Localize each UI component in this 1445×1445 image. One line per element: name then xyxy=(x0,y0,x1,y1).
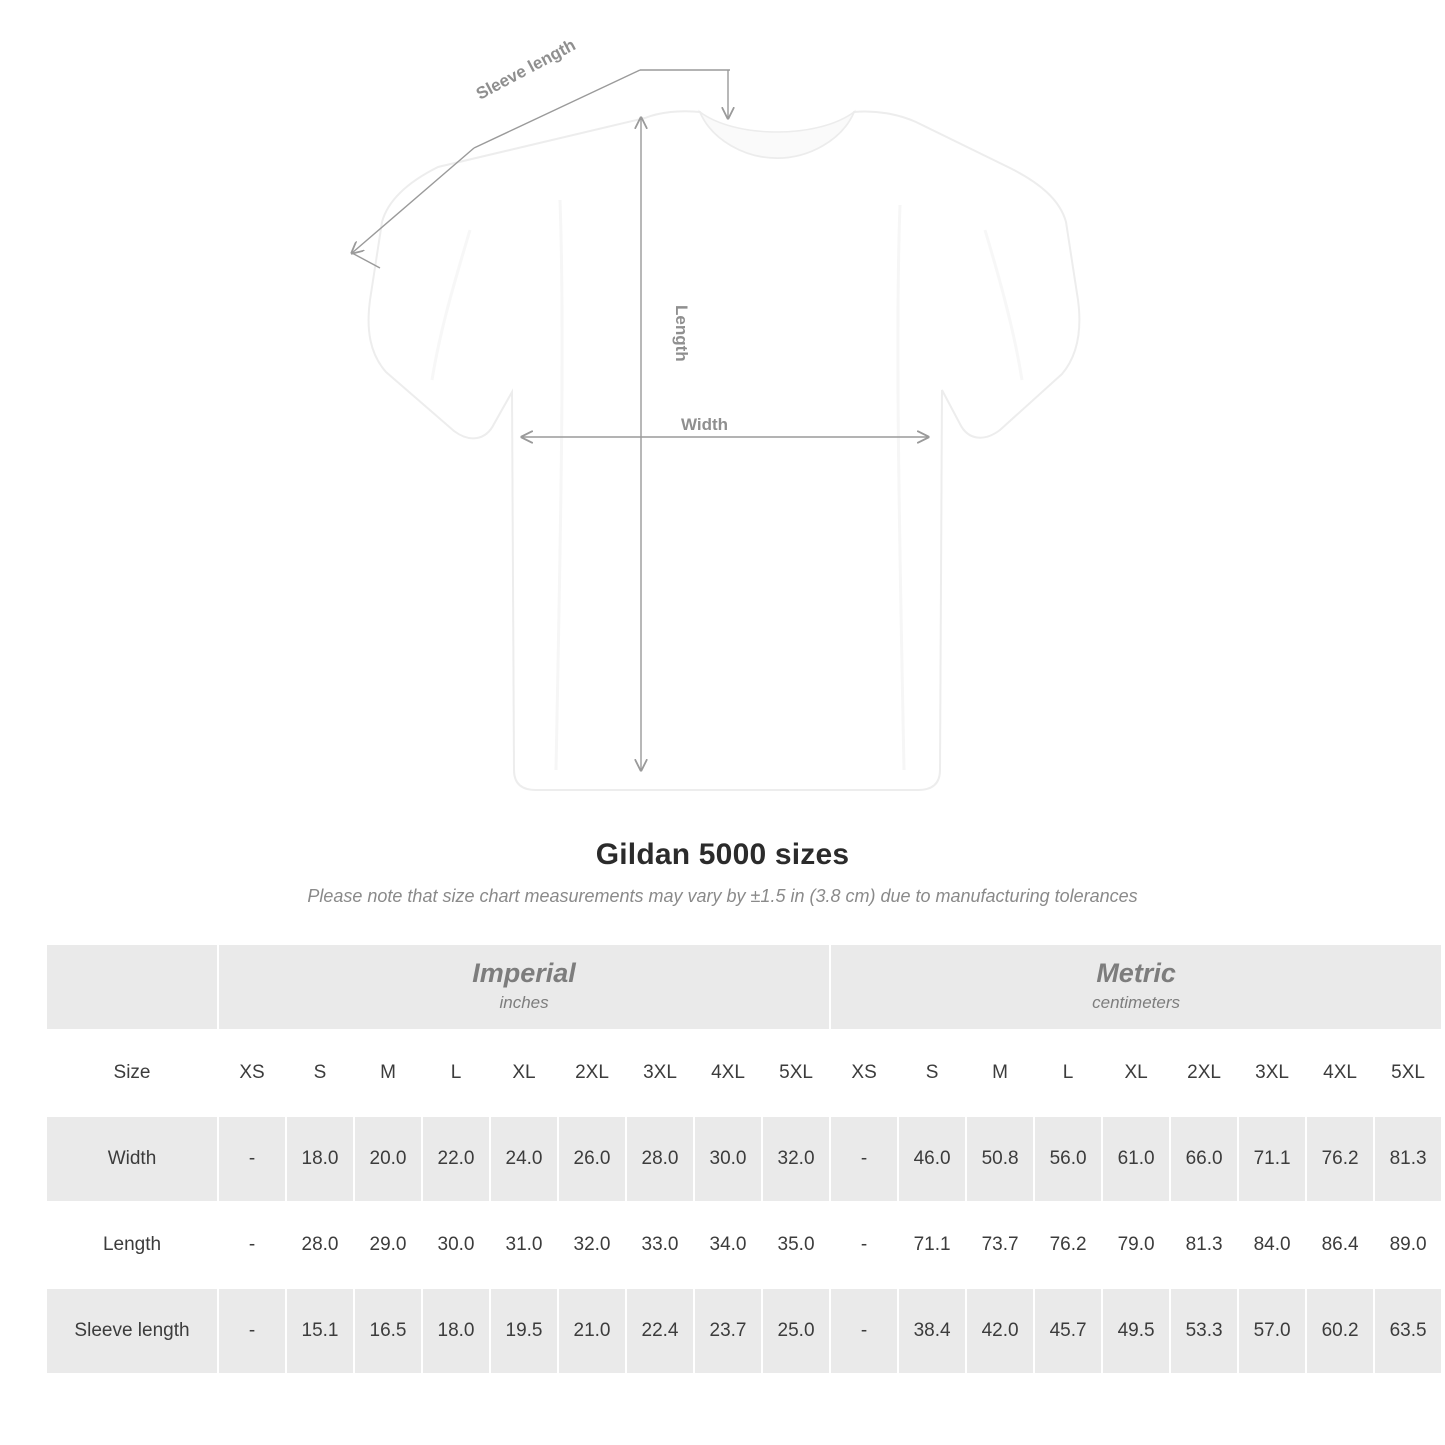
size-header-metric-s: S xyxy=(899,1031,965,1115)
cell-width-imperial-s: 18.0 xyxy=(287,1117,353,1201)
cell-length-metric-xl: 79.0 xyxy=(1103,1203,1169,1287)
cell-length-metric-l: 76.2 xyxy=(1035,1203,1101,1287)
cell-width-imperial-xl: 24.0 xyxy=(491,1117,557,1201)
cell-length-imperial-l: 30.0 xyxy=(423,1203,489,1287)
cell-length-imperial-xs: - xyxy=(219,1203,285,1287)
row-label-length: Length xyxy=(47,1203,217,1287)
cell-width-imperial-3xl: 28.0 xyxy=(627,1117,693,1201)
cell-width-imperial-l: 22.0 xyxy=(423,1117,489,1201)
cell-sleeve-metric-m: 42.0 xyxy=(967,1289,1033,1373)
size-header-metric-5xl: 5XL xyxy=(1375,1031,1441,1115)
sleeve-length-label: Sleeve length xyxy=(472,35,579,104)
cell-width-imperial-xs: - xyxy=(219,1117,285,1201)
size-header-label: Size xyxy=(47,1031,217,1115)
cell-sleeve-imperial-5xl: 25.0 xyxy=(763,1289,829,1373)
unit-header-metric xyxy=(831,945,1441,1029)
size-header-metric-m: M xyxy=(967,1031,1033,1115)
cell-width-metric-3xl: 71.1 xyxy=(1239,1117,1305,1201)
size-header-imperial-5xl: 5XL xyxy=(763,1031,829,1115)
cell-sleeve-metric-xl: 49.5 xyxy=(1103,1289,1169,1373)
cell-length-imperial-s: 28.0 xyxy=(287,1203,353,1287)
size-header-imperial-m: M xyxy=(355,1031,421,1115)
size-header-imperial-s: S xyxy=(287,1031,353,1115)
cell-sleeve-imperial-4xl: 23.7 xyxy=(695,1289,761,1373)
unit-header-row xyxy=(47,945,1441,1029)
cell-length-metric-xs: - xyxy=(831,1203,897,1287)
chart-title: Gildan 5000 sizes xyxy=(595,838,850,871)
cell-sleeve-metric-l: 45.7 xyxy=(1035,1289,1101,1373)
cell-width-imperial-5xl: 32.0 xyxy=(763,1117,829,1201)
cell-sleeve-metric-s: 38.4 xyxy=(899,1289,965,1373)
unit-header-imperial-unit: inches xyxy=(499,992,549,1012)
cell-sleeve-imperial-xs: - xyxy=(219,1289,285,1373)
size-table xyxy=(45,943,1443,1375)
cell-length-metric-3xl: 84.0 xyxy=(1239,1203,1305,1287)
cell-sleeve-imperial-s: 15.1 xyxy=(287,1289,353,1373)
cell-width-metric-4xl: 76.2 xyxy=(1307,1117,1373,1201)
cell-length-imperial-5xl: 35.0 xyxy=(763,1203,829,1287)
unit-header-imperial xyxy=(219,945,829,1029)
cell-length-metric-4xl: 86.4 xyxy=(1307,1203,1373,1287)
size-header-metric-xs: XS xyxy=(831,1031,897,1115)
size-header-metric-l: L xyxy=(1035,1031,1101,1115)
cell-length-metric-2xl: 81.3 xyxy=(1171,1203,1237,1287)
table-row xyxy=(47,1203,1441,1287)
tshirt-shape xyxy=(369,111,1080,790)
cell-width-metric-s: 46.0 xyxy=(899,1117,965,1201)
size-header-metric-3xl: 3XL xyxy=(1239,1031,1305,1115)
size-table-wrapper xyxy=(45,943,1427,1375)
size-header-imperial-2xl: 2XL xyxy=(559,1031,625,1115)
length-label: Length xyxy=(672,305,691,362)
cell-sleeve-metric-xs: - xyxy=(831,1289,897,1373)
unit-header-metric-title: Metric xyxy=(1096,957,1176,988)
size-header-row xyxy=(47,1031,1441,1115)
cell-width-imperial-m: 20.0 xyxy=(355,1117,421,1201)
cell-sleeve-imperial-xl: 19.5 xyxy=(491,1289,557,1373)
cell-sleeve-imperial-l: 18.0 xyxy=(423,1289,489,1373)
cell-sleeve-metric-3xl: 57.0 xyxy=(1239,1289,1305,1373)
cell-width-metric-m: 50.8 xyxy=(967,1117,1033,1201)
width-label: Width xyxy=(681,415,729,434)
table-row xyxy=(47,1289,1441,1373)
unit-header-imperial-title: Imperial xyxy=(472,957,576,988)
size-header-imperial-l: L xyxy=(423,1031,489,1115)
cell-length-imperial-4xl: 34.0 xyxy=(695,1203,761,1287)
cell-length-metric-m: 73.7 xyxy=(967,1203,1033,1287)
cell-sleeve-imperial-m: 16.5 xyxy=(355,1289,421,1373)
size-header-metric-4xl: 4XL xyxy=(1307,1031,1373,1115)
cell-length-metric-5xl: 89.0 xyxy=(1375,1203,1441,1287)
size-header-imperial-3xl: 3XL xyxy=(627,1031,693,1115)
cell-sleeve-imperial-3xl: 22.4 xyxy=(627,1289,693,1373)
row-label-sleeve-length: Sleeve length xyxy=(47,1289,217,1373)
cell-width-metric-2xl: 66.0 xyxy=(1171,1117,1237,1201)
size-header-metric-xl: XL xyxy=(1103,1031,1169,1115)
cell-width-imperial-4xl: 30.0 xyxy=(695,1117,761,1201)
cell-length-imperial-m: 29.0 xyxy=(355,1203,421,1287)
cell-width-metric-l: 56.0 xyxy=(1035,1117,1101,1201)
chart-note: Please note that size chart measurements may vary by ±1.5 in (3.8 cm) due to manufacturing tolerances xyxy=(307,886,1138,906)
size-header-imperial-xs: XS xyxy=(219,1031,285,1115)
cell-length-imperial-3xl: 33.0 xyxy=(627,1203,693,1287)
size-header-imperial-4xl: 4XL xyxy=(695,1031,761,1115)
cell-width-imperial-2xl: 26.0 xyxy=(559,1117,625,1201)
unit-header-corner xyxy=(47,945,217,1029)
size-header-imperial-xl: XL xyxy=(491,1031,557,1115)
cell-width-metric-5xl: 81.3 xyxy=(1375,1117,1441,1201)
cell-sleeve-metric-4xl: 60.2 xyxy=(1307,1289,1373,1373)
cell-length-imperial-2xl: 32.0 xyxy=(559,1203,625,1287)
unit-header-metric-unit: centimeters xyxy=(1092,992,1181,1012)
cell-length-imperial-xl: 31.0 xyxy=(491,1203,557,1287)
table-row xyxy=(47,1117,1441,1201)
cell-sleeve-metric-2xl: 53.3 xyxy=(1171,1289,1237,1373)
cell-sleeve-imperial-2xl: 21.0 xyxy=(559,1289,625,1373)
cell-width-metric-xs: - xyxy=(831,1117,897,1201)
cell-sleeve-metric-5xl: 63.5 xyxy=(1375,1289,1441,1373)
cell-width-metric-xl: 61.0 xyxy=(1103,1117,1169,1201)
cell-length-metric-s: 71.1 xyxy=(899,1203,965,1287)
row-label-width: Width xyxy=(47,1117,217,1201)
size-header-metric-2xl: 2XL xyxy=(1171,1031,1237,1115)
